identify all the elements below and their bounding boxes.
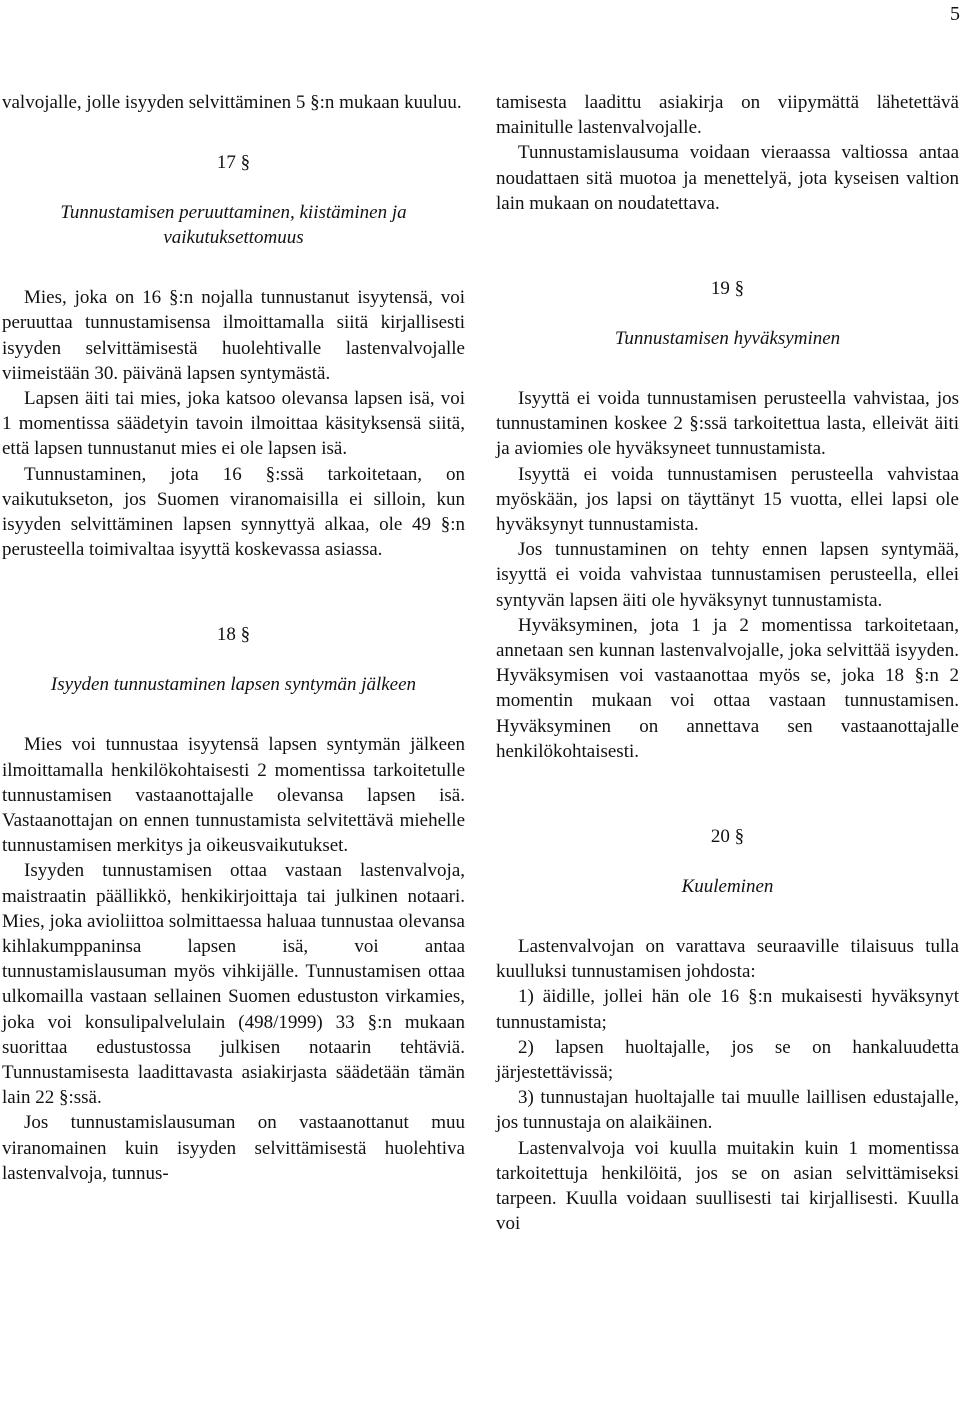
section-17-title: Tunnustamisen peruuttaminen, kiistäminen ja vaikutuksettomuus [60, 202, 407, 249]
section-20-list-item: 3) tunnustajan huoltajalle tai muulle laillisen edustajalle, jos tunnustaja on alaikäinen. [496, 1087, 959, 1134]
section-20-list-item: 1) äidille, jollei hän ole 16 §:n mukaisesti hyväksynyt tunnustamista; [496, 986, 959, 1033]
section-18-paragraph: Isyyden tunnustamisen ottaa vastaan lastenvalvoja, maistraatin päällikkö, henkikirjoittaja tai julkinen notaari. Mies, joka avioliittoa solmittaessa haluaa tunnustaa olevansa kihlakumppaninsa lapsen isä, voi antaa tunnustamislausuman myös vihkijälle. Tunnustamisen ottaa ulkomailla vastaan sellainen Suomen edustuston virkamies, joka voi konsulipalvelulain (498/1999) 33 §:n mukaan suorittaa edustustossa julkisen notaarin tehtäviä. Tunnustamisesta laadittavasta asiakirjasta säädetään tämän lain 22 §:ssä. [2, 860, 465, 1109]
section-18-paragraph: Mies voi tunnustaa isyytensä lapsen syntymän jälkeen ilmoittamalla henkilökohtaisesti 2 momentissa tarkoitetulle tunnustamisen vastaanottajalle olevansa lapsen isä. Vastaanottajan on ennen tunnustamista selvitettävä miehelle tunnustamisen merkitys ja oikeusvaikutukset. [2, 734, 465, 857]
section-20-list-item: 2) lapsen huoltajalle, jos se on hankaluudetta järjestettävissä; [496, 1036, 959, 1084]
right-column [496, 90, 959, 1237]
left-column [2, 90, 465, 1186]
section-19-paragraph: Isyyttä ei voida tunnustamisen perusteella vahvistaa, jos tunnustaminen koskee 2 §:ssä tarkoitettua lasta, elleivät äiti ja aviomies ole hyväksyneet tunnustamista. [496, 388, 959, 460]
section-19-paragraph: Jos tunnustaminen on tehty ennen lapsen syntymää, isyyttä ei voida vahvistaa tunnustamisen perusteella, ellei syntyvän lapsen äiti ole hyväksynyt tunnustamista. [496, 539, 959, 611]
section-19-paragraph: Isyyttä ei voida tunnustamisen perusteella vahvistaa myöskään, jos lapsi on täyttänyt 15 vuotta, ellei lapsi ole hyväksynyt tunnustamista. [496, 463, 959, 536]
section-19-paragraph: Hyväksyminen, jota 1 ja 2 momentissa tarkoitetaan, annetaan sen kunnan lastenvalvojalle, joka selvittää isyyden. Hyväksymisen voi vastaanottaa myös se, joka 18 §:n 2 momentin mukaan voi ottaa vastaan tunnustamisen. Hyväksyminen on annettava sen vastaanottajalle henkilökohtaisesti. [496, 614, 959, 762]
continuation-paragraph: Tunnustamislausuma voidaan vieraassa valtiossa antaa noudattaen sitä muotoa ja menettelyä, jota kyseisen valtion lain mukaan on noudatettava. [496, 142, 959, 214]
section-19-title: Tunnustamisen hyväksyminen [614, 328, 841, 350]
section-18-title: Isyyden tunnustaminen lapsen syntymän jälkeen [50, 674, 417, 696]
section-19-number: 19 § [710, 278, 745, 300]
section-20-paragraph: Lastenvalvoja voi kuulla muitakin kuin 1 momentissa tarkoitettuja henkilöitä, jos se on asian selvittämiseksi tarpeen. Kuulla voidaan suullisesti tai kirjallisesti. Kuulla voi [496, 1137, 959, 1235]
page-number: 5 [950, 3, 960, 25]
section-20-number: 20 § [710, 826, 745, 848]
section-20-title: Kuuleminen [681, 876, 774, 898]
intro-paragraph: valvojalle, jolle isyyden selvittäminen 5 §:n mukaan kuuluu. [2, 92, 462, 113]
section-17-paragraph: Mies, joka on 16 §:n nojalla tunnustanut isyytensä, voi peruuttaa tunnustamisensa ilmoittamalla siitä kirjallisesti isyyden selvittämisestä huolehtivalle lastenvalvojalle viimeistään 30. päivänä lapsen syntymästä. [2, 287, 465, 384]
section-17-paragraph: Tunnustaminen, jota 16 §:ssä tarkoitetaan, on vaikutukseton, jos Suomen viranomaisilla ei silloin, kun isyyden selvittäminen lapsen synnyttyä alkaa, ole 49 §:n perusteella toimivaltaa isyyttä koskevassa asiassa. [2, 463, 465, 561]
section-18-paragraph: Jos tunnustamislausuman on vastaanottanut muu viranomainen kuin isyyden selvittämisestä huolehtiva lastenvalvoja, tunnus- [2, 1112, 465, 1184]
section-20-paragraph: Lastenvalvojan on varattava seuraaville tilaisuus tulla kuulluksi tunnustamisen johdosta: [496, 936, 959, 983]
continuation-paragraph: tamisesta laadittu asiakirja on viipymättä lähetettävä mainitulle lastenvalvojalle. [496, 92, 959, 139]
section-18-number: 18 § [216, 624, 251, 646]
section-17-number: 17 § [216, 152, 251, 174]
section-17-paragraph: Lapsen äiti tai mies, joka katsoo olevansa lapsen isä, voi 1 momentissa säädetyin tavoin ilmoittaa käsityksensä siitä, että lapsen tunnustanut mies ei ole lapsen isä. [2, 388, 465, 460]
